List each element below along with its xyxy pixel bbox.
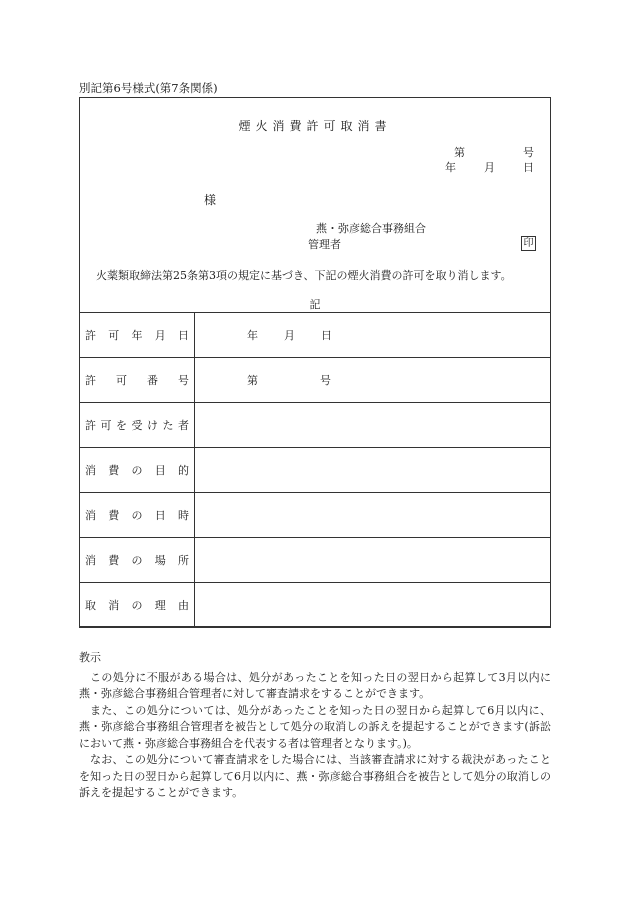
seal-mark: 印 (521, 236, 536, 251)
ki-heading: 記 (309, 298, 321, 311)
row-label-cell (80, 313, 195, 358)
form-number: 別記第6号様式(第7条関係) (79, 81, 218, 95)
addressee-suffix: 様 (204, 193, 217, 207)
sender-organization: 燕・弥彦総合事務組合 (316, 222, 426, 235)
permit-date-cell (195, 313, 551, 358)
appeal-notice (79, 650, 551, 802)
row-label: 消費の目的 (85, 464, 189, 477)
reason-cell (195, 583, 551, 628)
permit-number-prefix: 第 (247, 374, 258, 387)
row-label: 消費の場所 (85, 554, 189, 567)
table-row (80, 538, 551, 583)
notice-heading: 教示 (79, 651, 101, 664)
permit-number-value (247, 372, 331, 388)
date-year: 年 (445, 161, 456, 174)
notice-paragraph: この処分に不服がある場合は、処分があったことを知った日の翌日から起算して3月以内に燕・弥彦総合事務組合管理者に対して審査請求をすることができます。 (79, 670, 551, 700)
table-row (80, 403, 551, 448)
table-row (80, 493, 551, 538)
table-row (80, 313, 551, 358)
row-label: 許可番号 (85, 374, 189, 387)
row-label: 消費の日時 (85, 509, 189, 522)
number-prefix: 第 (454, 146, 465, 159)
purpose-cell (195, 448, 551, 493)
permit-holder-cell (195, 403, 551, 448)
permit-date-year: 年 (247, 329, 258, 342)
row-label-cell (80, 358, 195, 403)
notice-paragraph: なお、この処分について審査請求をした場合には、当該審査請求に対する裁決があったことを知った日の翌日から起算して6月以内に、燕・弥彦総合事務組合を被告として処分の取消しの訴えを提起することができます。 (79, 753, 551, 799)
permit-number-cell (195, 358, 551, 403)
row-label: 許可を受けた者 (85, 419, 189, 432)
permit-date-month: 月 (284, 329, 295, 342)
document-number-line (454, 144, 534, 160)
number-suffix: 号 (523, 146, 534, 159)
row-label-cell (80, 583, 195, 628)
row-label-cell (80, 448, 195, 493)
datetime-cell (195, 493, 551, 538)
row-label-cell (80, 403, 195, 448)
form-header (80, 98, 550, 313)
document-date-line (445, 159, 534, 175)
row-label-cell (80, 538, 195, 583)
permit-date-day: 日 (321, 329, 332, 342)
row-label: 許可年月日 (85, 329, 189, 342)
table-row (80, 448, 551, 493)
date-day: 日 (523, 161, 534, 174)
row-label: 取消の理由 (85, 599, 189, 612)
table-row (80, 358, 551, 403)
row-label-cell (80, 493, 195, 538)
document-title: 煙火消費許可取消書 (238, 119, 392, 133)
details-table (79, 312, 551, 628)
table-row (80, 583, 551, 628)
permit-number-suffix: 号 (320, 374, 331, 387)
date-month: 月 (484, 161, 495, 174)
notice-paragraph: また、この処分については、処分があったことを知った日の翌日から起算して6月以内に、燕・弥彦総合事務組合管理者を被告として処分の取消しの訴えを提起することができます(訴訟において燕・弥彦総合事務組合を代表する者は管理者となります。)。 (79, 703, 551, 750)
sender-title: 管理者 (308, 238, 341, 251)
permit-date-value (247, 327, 332, 343)
place-cell (195, 538, 551, 583)
form-frame (79, 97, 551, 627)
revocation-statement: 火薬類取締法第25条第3項の規定に基づき、下記の煙火消費の許可を取り消します。 (96, 269, 512, 282)
